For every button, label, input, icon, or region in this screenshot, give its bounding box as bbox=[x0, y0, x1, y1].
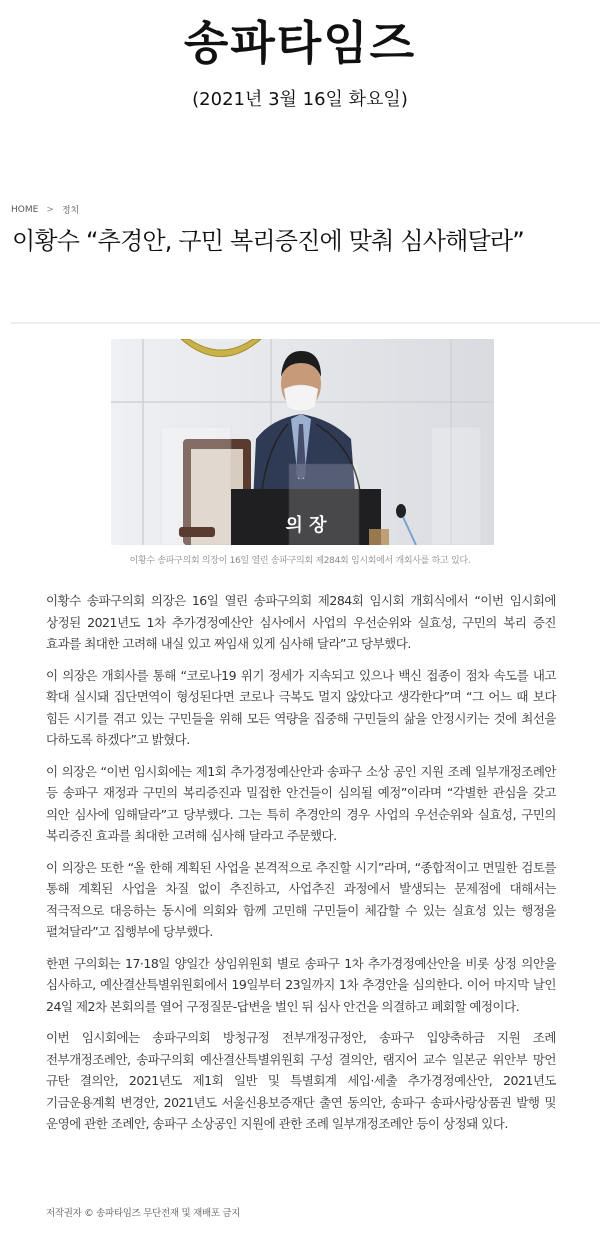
masthead bbox=[0, 12, 600, 112]
article-paragraph: 이 의장은 “이번 임시회에는 제1회 추가경정예산안과 송파구 소상 공인 지원 조례 일부개정조례안 등 송파구 재정과 구민의 복리증진과 밀접한 안건들이 심의될 예정”이라며 “각별한 관심을 갖고 의안 심사에 임해달라”고 당부했다. 그는 특히 추경안의 경우 사업의 우선순위와 실효성, 구민의 복리증진 효과를 최대한 고려해 심사해 달라고 주문했다. bbox=[46, 763, 556, 843]
breadcrumb-section-link[interactable]: 정치 bbox=[61, 206, 80, 216]
photo-caption: 이황수 송파구의회 의장이 16일 열린 송파구의회 제284회 임시회에서 개회사를 하고 있다. bbox=[129, 556, 471, 566]
breadcrumb-home-link[interactable]: HOME bbox=[11, 204, 39, 215]
article-body bbox=[46, 590, 556, 1145]
article-photo[interactable] bbox=[111, 339, 494, 545]
article-paragraph: 이 의장은 개회사를 통해 “코로나19 위기 정세가 지속되고 있으나 백신 접종이 점차 속도를 내고 확대 실시돼 집단면역이 형성된다면 코로나 극복도 멀지 않았다고 생각한다”며 “그 어느 때 보다 힘든 시기를 겪고 있는 구민들을 위해 모든 역량을 집중해 구민들의 삶을 안정시키는 것에 최선을 다하도록 하겠다”고 밝혔다. bbox=[46, 667, 556, 747]
breadcrumb bbox=[11, 203, 79, 216]
svg-text:의 장: 의 장 bbox=[285, 515, 327, 536]
article-paragraph: 이황수 송파구의회 의장은 16일 열린 송파구의회 제284회 임시회 개회식에서 “이번 임시회에 상정된 2021년도 1차 추가경정예산안 심사에서 사업의 우선순위와 실효성, 구민의 복리 증진 효과를 최대한 고려해 내실 있고 짜임새 있게 심사해 달라”고 당부했다. bbox=[46, 593, 556, 651]
copyright-notice: 저작권자 © 송파타임즈 무단전재 및 재배포 금지 bbox=[46, 1208, 241, 1219]
article-paragraph: 이 의장은 또한 “올 한해 계획된 사업을 본격적으로 추진할 시기”라며, “종합적이고 면밀한 검토를 통해 계획된 사업을 차질 없이 추진하고, 사업추진 과정에서 발생되는 문제점에 대해서는 적극적으로 대응하는 동시에 의회와 함께 고민해 구민들이 체감할 수 있는 실효성 있는 행정을 펼쳐달라”고 집행부에 당부했다. bbox=[46, 859, 556, 939]
issue-date: (2021년 3월 16일 화요일) bbox=[192, 89, 408, 110]
photo-illustration bbox=[111, 339, 494, 545]
article-paragraph: 한편 구의회는 17·18일 양일간 상임위원회 별로 송파구 1차 추가경정예산안을 비롯 상정 의안을 심사하고, 예산결산특별위원회에서 19일부터 23일까지 1차 추경안을 심의한다. 이어 마지막 날인 24일 제2차 본회의를 열어 구정질문-답변을 벌인 뒤 심사 안건을 의결하고 폐회할 예정이다. bbox=[46, 955, 556, 1014]
chevron-right-icon: > bbox=[46, 204, 54, 215]
article-headline: 이황수 “추경안, 구민 복리증진에 맞춰 심사해달라” bbox=[12, 227, 524, 255]
article-paragraph: 이번 임시회에는 송파구의회 방청규정 전부개정규정안, 송파구 입양축하금 지원 조례 전부개정조례안, 송파구의회 예산결산특별위원회 구성 결의안, 램지어 교수 일본군 위안부 망언 규탄 결의안, 2021년도 제1회 일반 및 특별회계 세입·세출 추가경정예산안, 2021년도 기금운용계획 변경안, 2021년도 서울신용보증재단 출연 동의안, 송파구 송파사랑상품권 발행 및 운영에 관한 조례안, 송파구 소상공인 지원에 관한 조례 일부개정조례안 등이 상정돼 있다. bbox=[46, 1030, 556, 1131]
newspaper-logo[interactable]: 송파타임즈 bbox=[183, 16, 417, 70]
header-divider bbox=[11, 322, 600, 324]
